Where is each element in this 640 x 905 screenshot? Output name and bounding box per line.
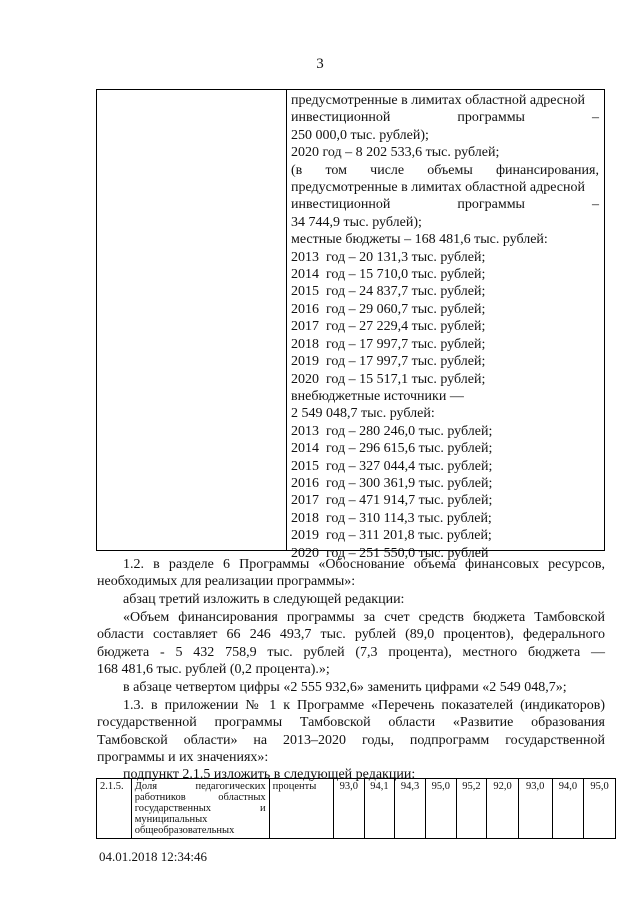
- indicator-code: 2.1.5.: [97, 779, 132, 839]
- cell-line: [291, 196, 599, 213]
- indicator-value: 93,0: [334, 779, 365, 839]
- indicator-name-word: государственных: [134, 803, 212, 814]
- footer-timestamp: 04.01.2018 12:34:46: [99, 849, 207, 864]
- indicator-name-line: [135, 814, 266, 825]
- year-amount-line: 2019 год – 311 201,8 тыс. рублей;: [291, 528, 492, 544]
- cell-word: программы: [457, 110, 525, 126]
- cell-line: внебюджетные источники —: [291, 388, 464, 404]
- paragraph-line: 168 481,6 тыс. рублей (0,2 процента).»;: [97, 662, 330, 678]
- indicator-name-word: работников: [134, 792, 186, 803]
- cell-line: предусмотренные в лимитах областной адресной: [291, 93, 585, 108]
- year-amount-line: 2018 год – 17 997,7 тыс. рублей;: [291, 336, 486, 352]
- year-amount-line: 2015 год – 24 837,7 тыс. рублей;: [291, 284, 486, 300]
- indicator-value: 95,2: [456, 779, 487, 839]
- cell-word: программы: [457, 197, 525, 213]
- year-amount-line: 2020 год – 15 517,1 тыс. рублей;: [291, 371, 486, 387]
- paragraph-line: «Объем финансирования программы за счет средств бюджета Тамбовской: [123, 610, 605, 625]
- indicator-name-line: [135, 792, 266, 803]
- cell-line: [291, 162, 599, 179]
- cell-line: 34 744,9 тыс. рублей);: [291, 214, 422, 230]
- indicator-name-word: и: [260, 803, 266, 814]
- year-amount-line: 2015 год – 327 044,4 тыс. рублей;: [291, 458, 493, 474]
- paragraph-line: государственной программы Тамбовской области «Развитие образования: [97, 715, 605, 731]
- year-amount-line: 2013 год – 20 131,3 тыс. рублей;: [291, 249, 486, 265]
- paragraph-line: 1.3. в приложении № 1 к Программе «Перечень показателей (индикаторов): [123, 698, 605, 713]
- indicator-value: 94,1: [364, 779, 395, 839]
- paragraph-line: Тамбовской области» на 2013–2020 годы, подпрограмм государственной: [97, 732, 605, 748]
- indicator-value: 95,0: [584, 779, 616, 839]
- indicator-value: 92,0: [487, 779, 519, 839]
- year-amount-line: 2017 год – 471 914,7 тыс. рублей;: [291, 493, 493, 509]
- cell-word: инвестиционной: [291, 197, 391, 213]
- paragraph-line: абзац третий изложить в следующей редакции:: [123, 592, 405, 607]
- year-amount-line: 2018 год – 310 114,3 тыс. рублей;: [291, 510, 492, 526]
- indicator-value: 93,0: [518, 779, 552, 839]
- cell-word: инвестиционной: [291, 110, 391, 126]
- cell-word: том: [325, 162, 347, 178]
- cell-line: 2020 год – 8 202 533,6 тыс. рублей;: [291, 145, 500, 161]
- year-amount-line: 2013 год – 280 246,0 тыс. рублей;: [291, 423, 493, 439]
- paragraph-line: 1.2. в разделе 6 Программы «Обоснование объема финансовых ресурсов,: [123, 557, 605, 572]
- year-amount-line: 2020 год – 251 550,0 тыс. рублей: [291, 545, 489, 561]
- table-column-divider: [286, 90, 287, 550]
- indicator-name-word: Доля: [134, 781, 158, 792]
- cell-line: [291, 109, 599, 126]
- indicator-name-word: муниципальных: [134, 814, 208, 825]
- year-amount-line: 2016 год – 29 060,7 тыс. рублей;: [291, 301, 486, 317]
- paragraph-p5: [97, 697, 605, 767]
- cell-line: 250 000,0 тыс. рублей);: [291, 127, 429, 143]
- cell-line: предусмотренные в лимитах областной адресной: [291, 180, 585, 196]
- year-amount-line: 2014 год – 15 710,0 тыс. рублей;: [291, 267, 486, 283]
- cell-word: –: [591, 110, 599, 126]
- paragraph-line: в абзаце четвертом цифры «2 555 932,6» заменить цифрами «2 549 048,7»;: [123, 680, 567, 695]
- paragraph-p2: [97, 591, 605, 608]
- indicator-name-line: [135, 825, 266, 836]
- paragraph-p1: [97, 556, 605, 591]
- paragraph-line: необходимых для реализации программы»:: [97, 574, 356, 590]
- financing-cell: [291, 92, 599, 562]
- cell-word: финансирования,: [495, 162, 599, 178]
- year-amount-line: 2016 год – 300 361,9 тыс. рублей;: [291, 475, 493, 491]
- indicator-name-word: общеобразовательных: [134, 825, 235, 836]
- page-number: 3: [316, 56, 324, 72]
- financing-table: [96, 89, 605, 561]
- paragraph-p3: [97, 609, 605, 679]
- cell-word: –: [591, 197, 599, 213]
- indicator-row: [97, 779, 616, 839]
- cell-word: числе: [370, 162, 405, 178]
- indicator-value: 94,0: [552, 779, 584, 839]
- indicator-value: 94,3: [395, 779, 426, 839]
- indicator-name-line: [135, 803, 266, 814]
- indicator-name: [131, 779, 269, 839]
- paragraph-line: программы и их значениях»:: [97, 750, 269, 766]
- indicator-value: 95,0: [425, 779, 456, 839]
- year-amount-line: 2017 год – 27 229,4 тыс. рублей;: [291, 319, 486, 335]
- indicator-table: [96, 778, 616, 839]
- cell-word: (в: [291, 162, 303, 178]
- indicator-unit: проценты: [269, 779, 333, 839]
- year-amount-line: 2019 год – 17 997,7 тыс. рублей;: [291, 354, 486, 370]
- paragraph-line: области составляет 66 246 493,7 тыс. рублей (89,0 процентов), федерального: [97, 627, 605, 643]
- indicator-name-word: педагогических: [195, 781, 266, 792]
- paragraph-line: подпункт 2.1.5 изложить в следующей редакции:: [123, 767, 416, 782]
- indicator-name-word: областных: [218, 792, 266, 803]
- cell-line: местные бюджеты – 168 481,6 тыс. рублей:: [291, 232, 548, 248]
- cell-line: 2 549 048,7 тыс. рублей:: [291, 406, 435, 422]
- paragraph-p4: [97, 679, 605, 696]
- indicator-name-line: [135, 781, 266, 792]
- paragraph-line: бюджета - 5 432 758,9 тыс. рублей (7,3 процента), местного бюджета —: [97, 644, 605, 660]
- year-amount-line: 2014 год – 296 615,6 тыс. рублей;: [291, 441, 493, 457]
- cell-word: объемы: [427, 162, 473, 178]
